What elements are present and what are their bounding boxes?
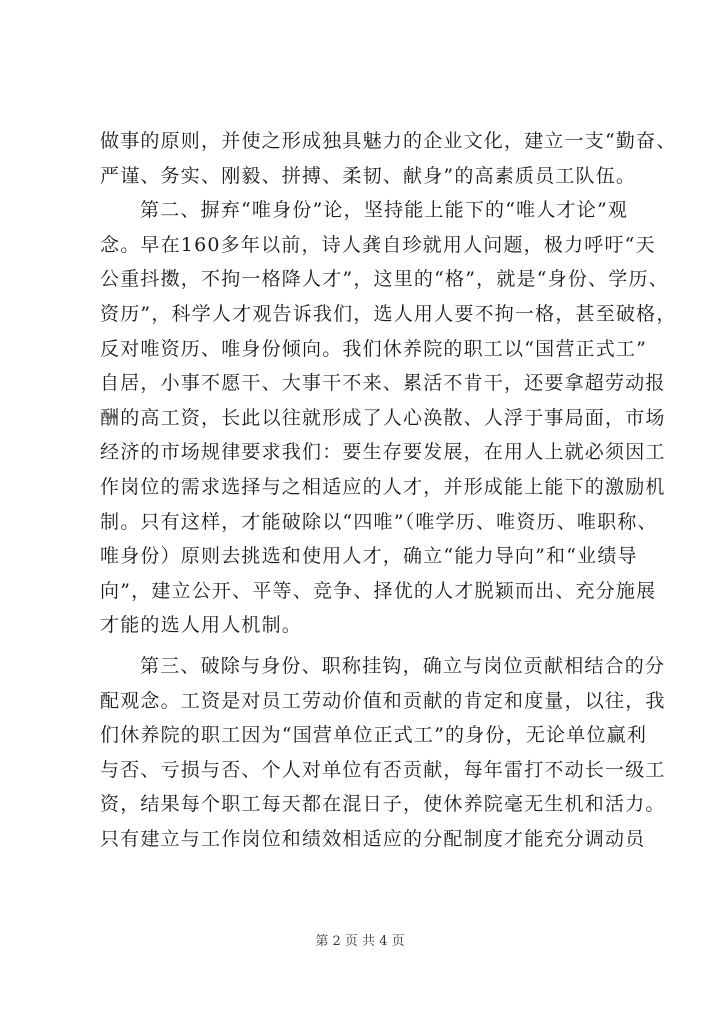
text-line: 才能的选人用人机制。 <box>100 614 303 637</box>
text-line: 自居，小事不愿干、大事干不来、累活不肯干，还要拿超劳动报 <box>100 372 666 395</box>
text-line: 与否、亏损与否、个人对单位有否贡献，每年雷打不动长一级工 <box>100 758 666 781</box>
text-line: 配观念。工资是对员工劳动价值和贡献的肯定和度量，以往，我 <box>100 689 666 712</box>
body-text <box>100 124 677 856</box>
page-number-footer: 第 2 页 共 4 页 <box>315 934 405 949</box>
text-line: 资，结果每个职工每天都在混日子，使休养院毫无生机和活力。 <box>100 793 666 816</box>
text-line: 反对唯资历、唯身份倾向。我们休养院的职工以“国营正式工” <box>100 337 648 360</box>
text-line: 做事的原则，并使之形成独具魅力的企业文化，建立一支“勤奋、 <box>100 130 677 152</box>
text-line: 资历”，科学人才观告诉我们，选人用人要不拘一格，甚至破格， <box>100 302 677 325</box>
text-line: 制。只有这样，才能破除以“四唯”（唯学历、唯资历、唯职称、 <box>100 510 658 533</box>
paragraph-start-line: 第三、破除与身份、职称挂钩，确立与岗位贡献相结合的分 <box>140 654 666 677</box>
text-line: 严谨、务实、刚毅、拼搏、柔韧、献身”的高素质员工队伍。 <box>100 164 637 187</box>
text-line: 向”，建立公开、平等、竞争、择优的人才脱颖而出、充分施展 <box>100 579 657 602</box>
text-line: 酬的高工资，长此以往就形成了人心涣散、人浮于事局面，市场 <box>100 406 666 429</box>
text-line: 念。早在160多年以前，诗人龚自珍就用人问题，极力呼吁“天 <box>100 233 656 256</box>
text-line: 经济的市场规律要求我们：要生存要发展，在用人上就必须因工 <box>100 441 666 464</box>
text-line: 公重抖擞，不拘一格降人才”，这里的“格”，就是“身份、学历、 <box>100 268 669 291</box>
text-line: 作岗位的需求选择与之相适应的人才，并形成能上能下的激励机 <box>100 475 666 498</box>
text-line: 们休养院的职工因为“国营单位正式工”的身份，无论单位赢利 <box>100 724 648 747</box>
text-line: 只有建立与工作岗位和绩效相适应的分配制度才能充分调动员 <box>100 827 646 850</box>
text-line: 唯身份）原则去挑选和使用人才，确立“能力导向”和“业绩导 <box>100 545 638 568</box>
paragraph-start-line: 第二、摒弃“唯身份”论，坚持能上能下的“唯人才论”观 <box>140 199 629 222</box>
